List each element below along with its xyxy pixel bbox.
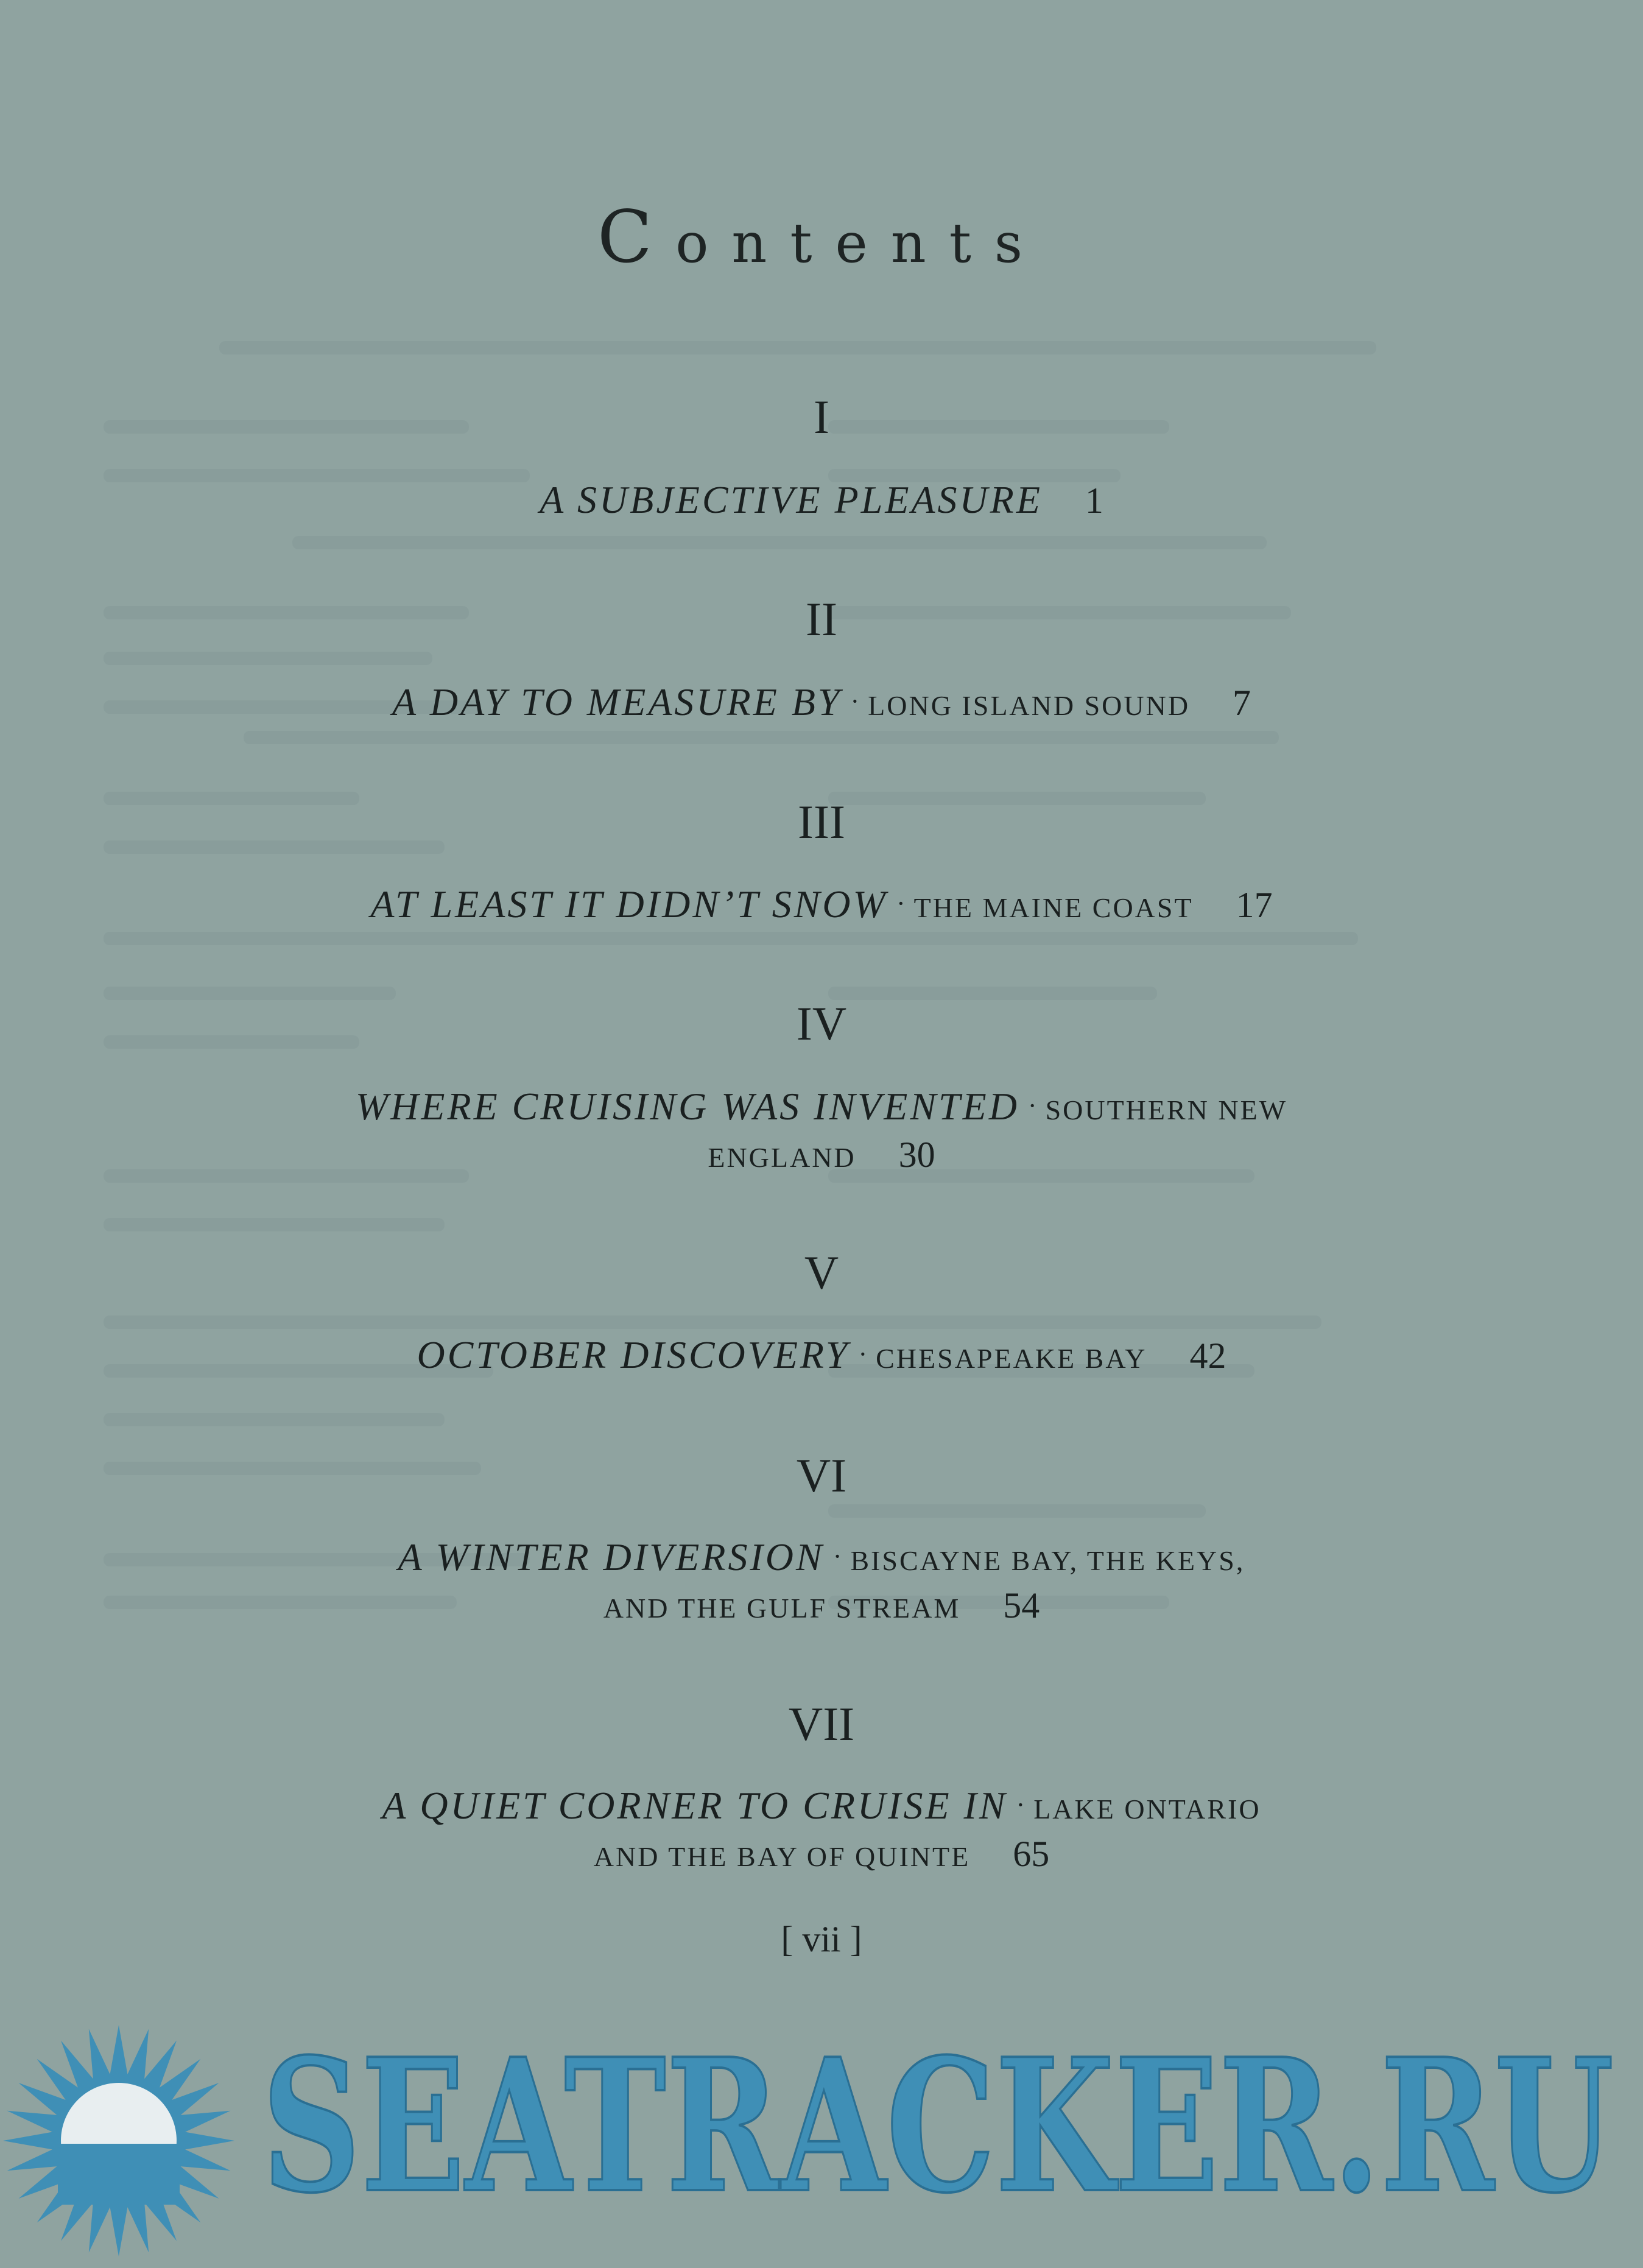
heading-initial: C <box>597 195 676 279</box>
contents-heading <box>0 195 1643 279</box>
page-ref: 1 <box>1085 481 1103 521</box>
separator-dot: · <box>896 889 906 918</box>
toc-entry[interactable] <box>0 882 1643 927</box>
chapter-location-continued: AND THE GULF STREAM <box>603 1593 961 1624</box>
separator-dot: · <box>858 1339 868 1369</box>
toc-entry[interactable] <box>0 1084 1643 1129</box>
heading-rest: ontents <box>675 211 1046 275</box>
toc-entry-continued[interactable] <box>0 1132 1643 1177</box>
toc-entry[interactable] <box>0 680 1643 725</box>
chapter-numeral: VII <box>788 1697 855 1750</box>
chapter-location: CHESAPEAKE BAY <box>876 1343 1147 1374</box>
toc-entry[interactable] <box>0 1333 1643 1378</box>
chapter-numeral: V <box>804 1246 839 1299</box>
separator-dot: · <box>1016 1790 1026 1820</box>
page-ref: 65 <box>1013 1834 1050 1874</box>
toc-entry[interactable] <box>0 1783 1643 1828</box>
chapter-location: SOUTHERN NEW <box>1045 1094 1288 1125</box>
watermark-logo <box>0 2010 1643 2268</box>
chapter-location: LONG ISLAND SOUND <box>868 690 1191 721</box>
chapter-location: BISCAYNE BAY, THE KEYS, <box>850 1545 1245 1576</box>
chapter-location-continued: ENGLAND <box>708 1142 856 1173</box>
chapter-title: A QUIET CORNER TO CRUISE IN <box>382 1784 1008 1827</box>
toc-entry[interactable] <box>0 477 1643 523</box>
page-ref: 7 <box>1233 683 1251 723</box>
chapter-location: THE MAINE COAST <box>913 892 1194 923</box>
toc-entry-continued[interactable] <box>0 1831 1643 1876</box>
sun-icon <box>3 2025 234 2256</box>
chapter-numeral: II <box>806 593 837 646</box>
page-ref: 17 <box>1236 885 1273 925</box>
toc-entry[interactable] <box>0 1535 1643 1580</box>
page-ref: 42 <box>1189 1336 1226 1376</box>
chapter-location-continued: AND THE BAY OF QUINTE <box>593 1841 971 1872</box>
chapter-numeral: IV <box>796 997 847 1050</box>
chapter-title: A WINTER DIVERSION <box>398 1535 825 1579</box>
chapter-title: AT LEAST IT DIDN’T SNOW <box>370 882 888 926</box>
watermark-text: SEATRACKER.RU <box>262 2018 1614 2233</box>
chapter-numeral: I <box>814 390 829 443</box>
chapter-title: A DAY TO MEASURE BY <box>392 680 842 724</box>
chapter-location: LAKE ONTARIO <box>1033 1794 1261 1825</box>
page-ref: 30 <box>898 1135 935 1175</box>
chapter-title: OCTOBER DISCOVERY <box>417 1333 850 1376</box>
chapter-numeral: VI <box>796 1449 847 1502</box>
separator-dot: · <box>832 1541 842 1571</box>
separator-dot: · <box>1027 1091 1037 1121</box>
page-number: [ vii ] <box>781 1919 862 1959</box>
toc-entry-continued[interactable] <box>0 1582 1643 1627</box>
chapter-numeral: III <box>798 795 845 848</box>
page-ref: 54 <box>1003 1585 1040 1625</box>
chapter-title: WHERE CRUISING WAS INVENTED <box>355 1085 1019 1128</box>
separator-dot: · <box>850 686 860 716</box>
chapter-title: A SUBJECTIVE PLEASURE <box>540 478 1043 521</box>
